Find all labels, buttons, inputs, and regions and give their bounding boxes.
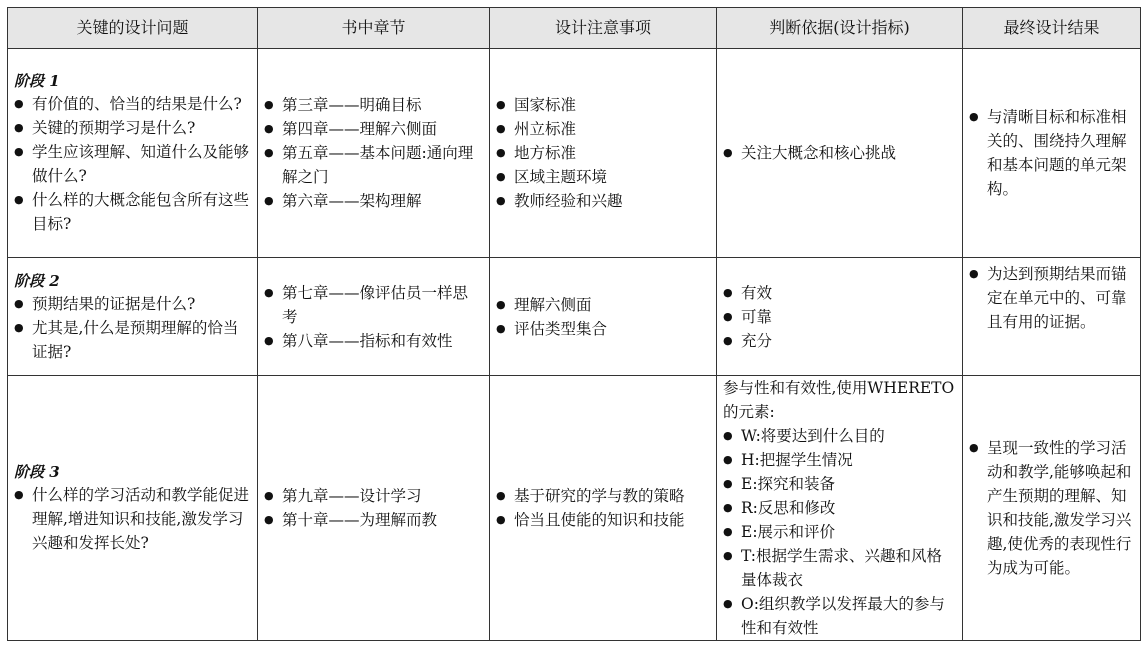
list-item: ● 有价值的、恰当的结果是什么? [14,92,251,116]
list-item: ● 地方标准 [496,141,710,165]
table-row-stage-1 [8,49,1141,258]
question-list [14,483,251,555]
cell-considerations [490,376,717,641]
header-row [8,8,1141,49]
list-item: ● 理解六侧面 [496,293,710,317]
list-item: ● 评估类型集合 [496,317,710,341]
criteria-list [723,281,956,353]
cell-questions [8,376,258,641]
question-list [14,292,251,364]
list-item: ● 可靠 [723,305,956,329]
chapter-list [264,281,483,353]
list-item: ● 第三章——明确目标 [264,93,483,117]
result-list [969,262,1134,334]
cell-chapters [258,49,490,258]
table-row-stage-3 [8,376,1141,641]
header-chapters: 书中章节 [258,8,490,49]
criteria-list [723,376,956,640]
list-item: ● 什么样的学习活动和教学能促进理解,增进知识和技能,激发学习兴趣和发挥长处? [14,483,251,555]
stage-label: 阶段 1 [14,72,60,90]
list-item: ● 基于研究的学与教的策略 [496,484,710,508]
cell-considerations [490,258,717,376]
question-list [14,92,251,236]
list-item: ● 第五章——基本问题:通向理解之门 [264,141,483,189]
list-item: ● 第十章——为理解而教 [264,508,483,532]
chapter-list [264,93,483,213]
consideration-list [496,484,710,532]
cell-questions [8,49,258,258]
consideration-list [496,293,710,341]
list-item: ● 关键的预期学习是什么? [14,116,251,140]
list-item: ● O:组织教学以发挥最大的参与性和有效性 [723,592,956,640]
list-item: ● H:把握学生情况 [723,448,956,472]
criteria-list [723,141,956,165]
list-item: ● 与清晰目标和标准相关的、围绕持久理解和基本问题的单元架构。 [969,105,1134,201]
list-item: ● 呈现一致性的学习活动和教学,能够唤起和产生预期的理解、知识和技能,激发学习兴趣,使优秀的表现性行为成为可能。 [969,436,1134,580]
cell-results [963,376,1141,641]
list-item: ● 第八章——指标和有效性 [264,329,483,353]
list-item: ● 有效 [723,281,956,305]
header-considerations: 设计注意事项 [490,8,717,49]
list-item: ● 关注大概念和核心挑战 [723,141,956,165]
stage-label: 阶段 3 [14,463,60,481]
list-item: ● 学生应该理解、知道什么及能够做什么? [14,140,251,188]
list-item: ● 州立标准 [496,117,710,141]
cell-results [963,49,1141,258]
list-item: ● R:反思和修改 [723,496,956,520]
table-row-stage-2 [8,258,1141,376]
list-item: ● W:将要达到什么目的 [723,424,956,448]
design-table [7,7,1141,641]
list-item: ● 恰当且使能的知识和技能 [496,508,710,532]
chapter-list [264,484,483,532]
cell-chapters [258,376,490,641]
list-item: ● 第六章——架构理解 [264,189,483,213]
list-item: ● 什么样的大概念能包含所有这些目标? [14,188,251,236]
cell-criteria [717,49,963,258]
cell-chapters [258,258,490,376]
header-results: 最终设计结果 [963,8,1141,49]
list-item: ● 预期结果的证据是什么? [14,292,251,316]
cell-considerations [490,49,717,258]
result-list [969,105,1134,201]
list-item: ● 教师经验和兴趣 [496,189,710,213]
header-criteria: 判断依据(设计指标) [717,8,963,49]
list-item: ● 尤其是,什么是预期理解的恰当证据? [14,316,251,364]
cell-criteria [717,258,963,376]
list-item: ● 充分 [723,329,956,353]
result-list [969,436,1134,580]
cell-questions [8,258,258,376]
list-item: ● T:根据学生需求、兴趣和风格量体裁衣 [723,544,956,592]
list-item: ● 第四章——理解六侧面 [264,117,483,141]
design-table-container [7,7,1141,641]
list-item: ● 为达到预期结果而锚定在单元中的、可靠且有用的证据。 [969,262,1134,334]
list-item: ● 国家标准 [496,93,710,117]
header-key-questions: 关键的设计问题 [8,8,258,49]
stage-label: 阶段 2 [14,271,60,290]
list-item: ● 第九章——设计学习 [264,484,483,508]
list-item: ● 区域主题环境 [496,165,710,189]
consideration-list [496,93,710,213]
cell-criteria [717,376,963,641]
list-item: ● E:探究和装备 [723,472,956,496]
criteria-intro: 参与性和有效性,使用WHERETO的元素: [723,379,955,421]
cell-results [963,258,1141,376]
list-item: ● E:展示和评价 [723,520,956,544]
list-item: ● 第七章——像评估员一样思考 [264,281,483,329]
